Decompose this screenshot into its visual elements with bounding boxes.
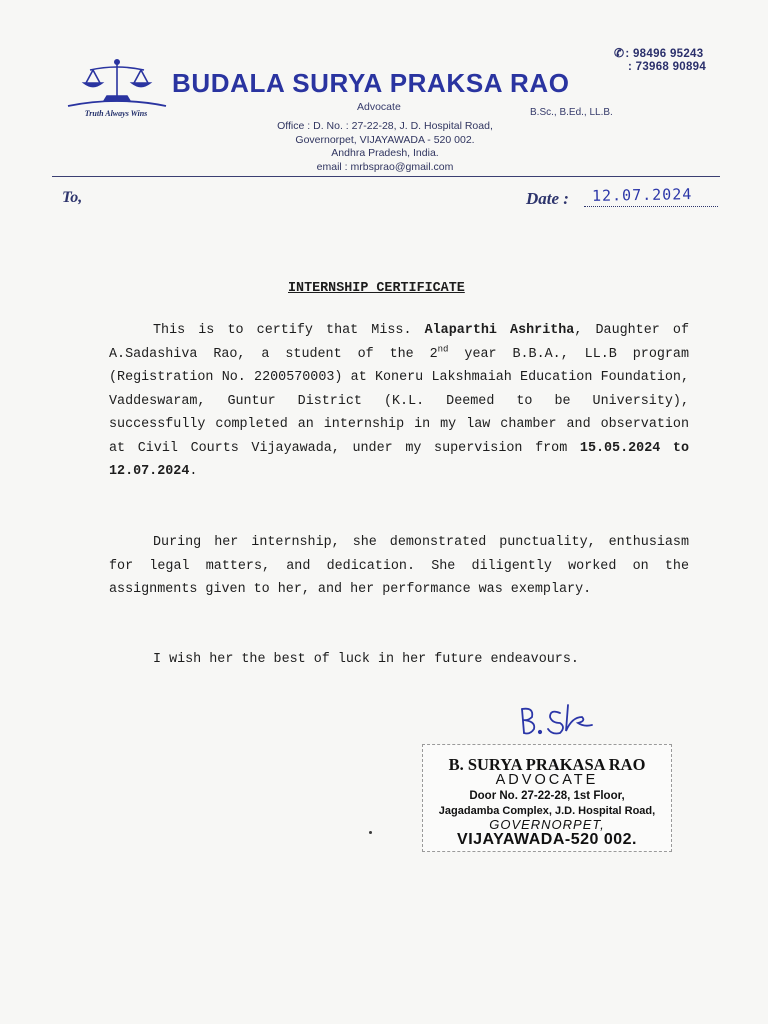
date-dotted-line — [584, 206, 718, 207]
stamp-name: B. SURYA PRAKASA RAO — [448, 755, 646, 774]
phone-2: 73968 90894 — [635, 61, 707, 73]
letterhead-title: Advocate — [357, 101, 401, 113]
letterhead-degrees: B.Sc., B.Ed., LL.B. — [530, 107, 613, 118]
to-label: To, — [62, 189, 83, 206]
paragraph-3: I wish her the best of luck in her future endeavours. — [153, 652, 579, 667]
email-line: email : mrbsprao@gmail.com — [316, 160, 454, 173]
certificate-title: INTERNSHIP CERTIFICATE — [288, 281, 465, 296]
internship-dates: 15.05.2024 to 12.07.2024 — [109, 440, 689, 479]
p1-text-a: This is to certify that Miss. — [153, 323, 425, 338]
letterhead-name: BUDALA SURYA PRAKSA RAO — [172, 68, 570, 98]
phone-1: 98496 95243 — [632, 48, 704, 60]
stamp-address-1: Door No. 27-22-28, 1st Floor, — [469, 790, 625, 802]
phone-numbers: ✆: 98496 95243 : 73968 90894 — [614, 46, 707, 73]
address-line-3: Andhra Pradesh, India. — [331, 147, 439, 159]
p1-text-c: year B.B.A., LL.B program (Registration No. 2200570003) at Koneru Lakshmaiah Education Foundation, Vaddeswaram, Guntur District (K.L. Deemed to be University), successfully completed an internship in my law chamber and observation at Civil Courts Vijayawada, under my supervision from — [109, 346, 689, 456]
p1-text-d: . — [189, 464, 198, 479]
motto-text: Truth Always Wins — [84, 109, 148, 118]
stamp-title: ADVOCATE — [495, 772, 599, 788]
handwritten-signature — [512, 695, 602, 743]
phone-icon: ✆ — [614, 46, 625, 60]
address-line-1: Office : D. No. : 27-22-28, J. D. Hospital Road, — [277, 120, 493, 132]
student-name: Alaparthi Ashritha — [424, 323, 575, 338]
date-label: Date : — [526, 189, 569, 208]
p1-text-b: , Daughter of A.Sadashiva Rao, a student of the 2 — [109, 323, 689, 362]
stamp-address-2: Jagadamba Complex, J.D. Hospital Road, — [438, 805, 656, 817]
letterhead-divider — [52, 176, 720, 177]
paragraph-2: During her internship, she demonstrated punctuality, enthusiasm for legal matters, and dedication. She diligently worked on the assignments given to her, and her performance was exemplary. — [109, 535, 689, 597]
ordinal-suffix: nd — [437, 344, 449, 355]
letterhead-address — [180, 120, 590, 174]
stamp-city: VIJAYAWADA-520 002. — [457, 831, 637, 848]
advocate-stamp — [422, 744, 672, 852]
stamp-address-3: GOVERNORPET, — [489, 817, 605, 832]
date-value: 12.07.2024 — [591, 185, 693, 205]
address-line-2: Governorpet, VIJAYAWADA - 520 002. — [295, 133, 475, 146]
paragraph-1 — [109, 319, 689, 484]
ink-speck — [369, 831, 372, 834]
